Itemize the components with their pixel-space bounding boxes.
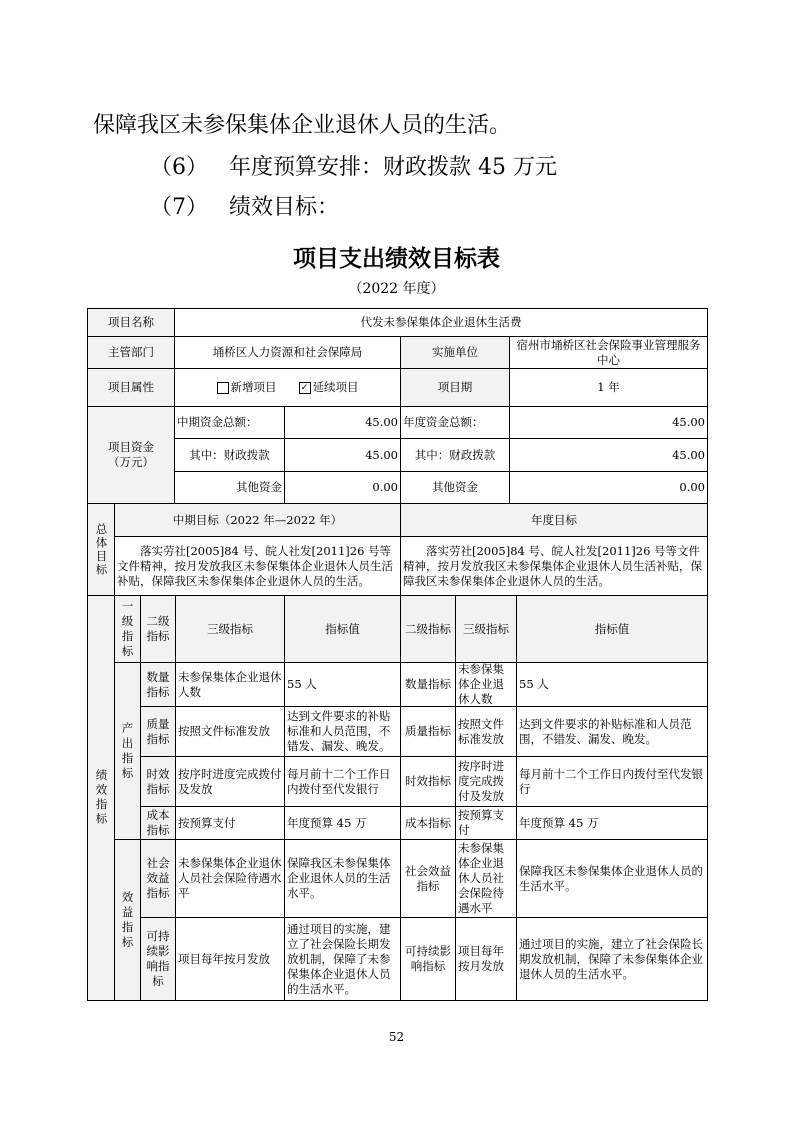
perf-row-6-val: 通过项目的实施，建立了社会保险长期发放机制，保障了未参保集体企业退休人员的生活水平。 (284, 917, 401, 1001)
dept-value: 埇桥区人力资源和社会保障局 (174, 336, 401, 369)
year-total-value: 45.00 (509, 406, 708, 439)
perf-row-1-val: 55 人 (284, 662, 401, 707)
h-value: 指标值 (284, 595, 401, 663)
h-level2: 二级指标 (140, 595, 176, 663)
year-other-value: 0.00 (509, 471, 708, 504)
perf-row-4-l2: 成本指标 (140, 806, 176, 840)
perf-row-6-yval: 通过项目的实施，建立了社会保险长期发放机制，保障了未参保集体企业退休人员的生活水平。 (516, 917, 708, 1001)
perf-row-4-l3: 按预算支付 (175, 806, 285, 840)
attr-cont-label: 延续项目 (312, 380, 359, 394)
perf-row-2-yl2: 质量指标 (400, 706, 456, 757)
intro-line-2-text: 年度预算安排：财政拨款 45 万元 (229, 155, 557, 180)
period-value: 1 年 (509, 368, 708, 407)
perf-row-2-val: 达到文件要求的补贴标准和人员范围，不错发、漏发、晚发。 (284, 706, 401, 757)
period-label: 项目期 (400, 368, 510, 407)
table-title: 项目支出绩效目标表 (293, 246, 500, 272)
perf-row-5-yval: 保障我区未参保集体企业退休人员的生活水平。 (516, 839, 708, 918)
mid-fiscal-label: 其中：财政拨款 (174, 438, 285, 472)
funds-label: 项目资金 （万元） (87, 406, 175, 504)
year-fiscal-value: 45.00 (509, 438, 708, 472)
output-indicator-label: 产出指标 (114, 662, 141, 840)
perf-row-4-yl2: 成本指标 (400, 806, 456, 840)
year-goal-text: 落实劳社[2005]84 号、皖人社发[2011]26 号等文件精神，按月发放我区未参保集体企业退休人员生活补贴，保障我区未参保集体企业退休人员的生活。 (400, 536, 708, 596)
perf-row-2-yl3: 按照文件标准发放 (455, 706, 517, 757)
impl-value: 宿州市埇桥区社会保险事业管理服务中心 (509, 336, 708, 369)
perf-row-4-yl3: 按预算支付 (455, 806, 517, 840)
perf-row-5-yl3: 未参保集体企业退休人员社会保险待遇水平 (455, 839, 517, 918)
attr-value (174, 368, 401, 407)
perf-row-5-l3: 未参保集体企业退休人员社会保险待遇水平 (175, 839, 285, 918)
intro-line-3-number: （7） (150, 195, 208, 220)
table-year: （2022 年度） (348, 281, 445, 297)
perf-row-3-l2: 时效指标 (140, 756, 176, 807)
perf-label: 绩效指标 (87, 595, 115, 1001)
h-level1: 一级指标 (114, 595, 141, 663)
perf-row-3-val: 每月前十二个工作日内拨付至代发银行 (284, 756, 401, 807)
perf-row-3-l3: 按序时进度完成拨付及发放 (175, 756, 285, 807)
perf-row-3-yl3: 按序时进度完成拨付及发放 (455, 756, 517, 807)
perf-row-4-yval: 年度预算 45 万 (516, 806, 708, 840)
mid-goal-label: 中期目标（2022 年—2022 年） (114, 503, 401, 537)
mid-goal-text: 落实劳社[2005]84 号、皖人社发[2011]26 号等文件精神，按月发放我区未参保集体企业退休人员生活补贴，保障我区未参保集体企业退休人员的生活。 (114, 536, 401, 596)
page-number: 52 (388, 1030, 405, 1044)
perf-row-4-val: 年度预算 45 万 (284, 806, 401, 840)
overall-goal-label: 总体目标 (87, 503, 115, 596)
perf-row-5-l2: 社会效益指标 (140, 839, 176, 918)
intro-line-2-number: （6） (150, 155, 208, 180)
intro-line-2 (150, 150, 557, 181)
effect-indicator-label: 效益指标 (114, 839, 141, 1001)
year-other-label: 其他资金 (400, 471, 510, 504)
year-goal-label: 年度目标 (400, 503, 708, 537)
perf-row-2-l3: 按照文件标准发放 (175, 706, 285, 757)
perf-row-3-yval: 每月前十二个工作日内拨付至代发银行 (516, 756, 708, 807)
year-fiscal-label: 其中：财政拨款 (400, 438, 510, 472)
dept-label: 主管部门 (87, 336, 175, 369)
attr-new-label: 新增项目 (230, 380, 277, 394)
h-year-level2: 二级指标 (400, 595, 456, 663)
project-name-value: 代发未参保集体企业退休生活费 (174, 308, 708, 337)
perf-row-1-yl2: 数量指标 (400, 662, 456, 707)
perf-row-6-l2: 可持续影响指标 (140, 917, 176, 1001)
perf-row-1-yval: 55 人 (516, 662, 708, 707)
intro-line-3 (150, 190, 339, 221)
perf-row-2-yval: 达到文件要求的补贴标准和人员范围，不错发、漏发、晚发。 (516, 706, 708, 757)
h-level3: 三级指标 (175, 595, 285, 663)
perf-row-5-val: 保障我区未参保集体企业退休人员的生活水平。 (284, 839, 401, 918)
h-year-level3: 三级指标 (455, 595, 517, 663)
h-year-value: 指标值 (516, 595, 708, 663)
mid-fiscal-value: 45.00 (284, 438, 401, 472)
impl-label: 实施单位 (400, 336, 510, 369)
perf-row-3-yl2: 时效指标 (400, 756, 456, 807)
perf-row-1-yl3: 未参保集体企业退休人数 (455, 662, 517, 707)
perf-row-2-l2: 质量指标 (140, 706, 176, 757)
perf-row-6-yl2: 可持续影响指标 (400, 917, 456, 1001)
perf-row-6-yl3: 项目每年按月发放 (455, 917, 517, 1001)
perf-row-5-yl2: 社会效益指标 (400, 839, 456, 918)
project-name-label: 项目名称 (87, 308, 175, 337)
checkbox-continued-project[interactable]: ✓ (299, 382, 311, 394)
perf-row-1-l3: 未参保集体企业退休人数 (175, 662, 285, 707)
intro-line-1: 保障我区未参保集体企业退休人员的生活。 (93, 113, 512, 138)
perf-row-6-l3: 项目每年按月发放 (175, 917, 285, 1001)
mid-total-value: 45.00 (284, 406, 401, 439)
mid-other-label: 其他资金 (174, 471, 285, 504)
intro-line-3-text: 绩效目标： (229, 195, 340, 220)
checkbox-new-project[interactable] (217, 382, 229, 394)
mid-other-value: 0.00 (284, 471, 401, 504)
perf-row-1-l2: 数量指标 (140, 662, 176, 707)
year-total-label: 年度资金总额： (400, 406, 510, 439)
attr-label: 项目属性 (87, 368, 175, 407)
mid-total-label: 中期资金总额： (174, 406, 285, 439)
